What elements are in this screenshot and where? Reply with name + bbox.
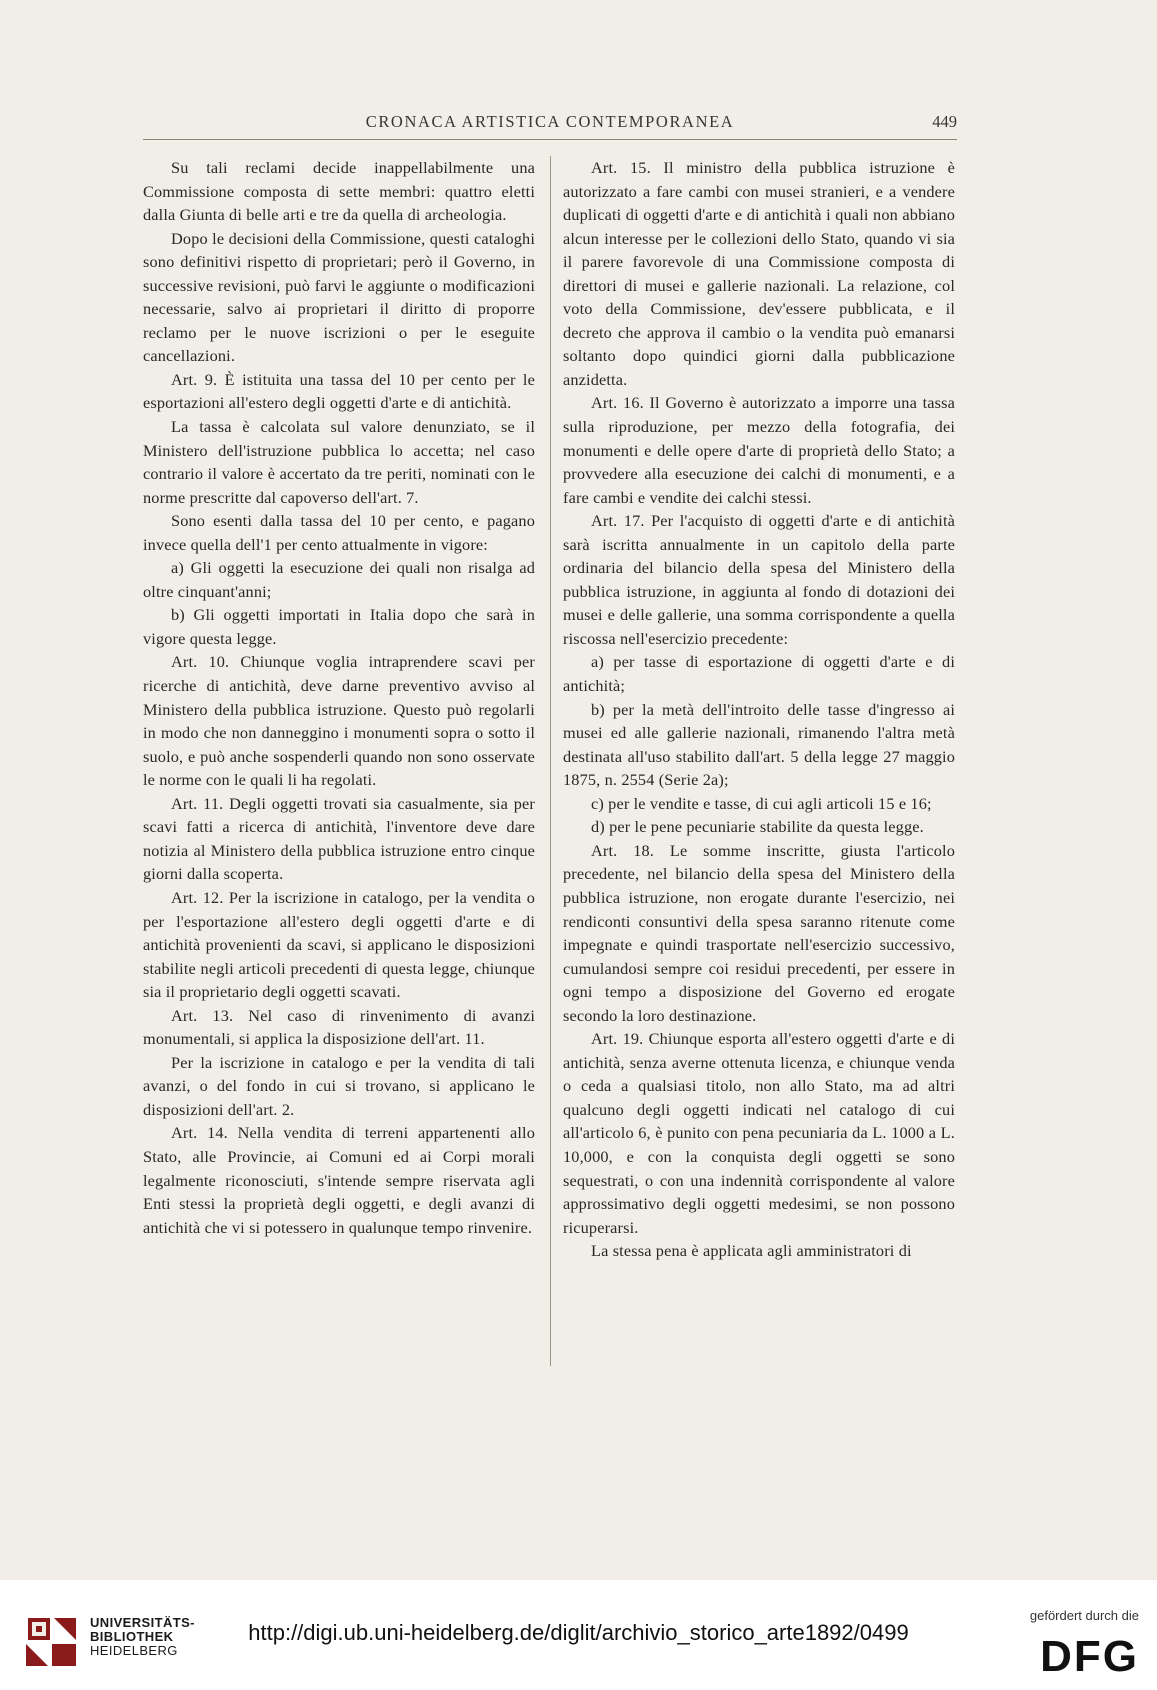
paragraph: La tassa è calcolata sul valore denunziato, se il Ministero dell'istruzione pubblica lo accetta; nel caso contrario il valore è accertato da tre periti, nominati con le norme prescritte dal capoverso dell'art. 7.: [143, 417, 535, 507]
library-line: HEIDELBERG: [90, 1643, 178, 1658]
paragraph: Sono esenti dalla tassa del 10 per cento, e pagano invece quella dell'1 per cento attualmente in vigore:: [143, 511, 535, 554]
paragraph: b) per la metà dell'introito delle tasse d'ingresso ai musei ed alle gallerie nazionali, rimanendo l'altra metà destinata all'uso stabilito dall'art. 5 della legge 27 maggio 1875, n. 2554 (Serie 2a);: [563, 699, 955, 790]
library-line: BIBLIOTHEK: [90, 1629, 174, 1644]
paragraph: Art. 16. Il Governo è autorizzato a imporre una tassa sulla riproduzione, per mezzo della fotografia, dei monumenti e delle opere d'arte di proprietà dello Stato; a provvedere alla esecuzione dei calchi di monumenti, e a fare cambi e vendite dei calchi stessi.: [563, 393, 955, 507]
paragraph: Art. 18. Le somme inscritte, giusta l'articolo precedente, nel bilancio della spesa del Ministero della pubblica istruzione, non erogate durante l'esercizio, nei rendiconti consuntivi della spesa saranno ritenute come impegnate e quindi trasportate nell'esercizio successivo, cumulandosi sempre coi residui precedenti, per essere in ogni tempo a disposizione del Governo ed erogate secondo la loro destinazione.: [563, 840, 955, 1025]
running-title: CRONACA ARTISTICA CONTEMPORANEA: [365, 112, 735, 131]
dfg-logo: DFG: [1040, 1632, 1139, 1681]
digitization-footer: [0, 1580, 1157, 1690]
running-header: [143, 108, 957, 138]
paragraph: La stessa pena è applicata agli amministratori di: [591, 1241, 912, 1261]
paragraph: a) per tasse di esportazione di oggetti d'arte e di antichità;: [563, 652, 955, 696]
paragraph: Art. 17. Per l'acquisto di oggetti d'arte e di antichità sarà iscritta annualmente in un capitolo della parte ordinaria del bilancio della spesa del Ministero della pubblica istruzione, in aggiunta al fondo di dotazioni dei musei e delle gallerie, una somma corrispondente a quella riscossa nell'esercizio precedente:: [563, 511, 955, 648]
paragraph: Art. 9. È istituita una tassa del 10 per cento per le esportazioni all'estero degli oggetti d'arte e di antichità.: [143, 369, 535, 413]
paragraph: Art. 19. Chiunque esporta all'estero oggetti d'arte e di antichità, senza averne ottenuta licenza, e chiunque venda o ceda a qualsiasi titolo, non allo Stato, ma ad altri qualcuno degli oggetti indicati nel catalogo di cui all'articolo 6, è punito con pena pecuniaria da L. 1000 a L. 10,000, e con la conquista degli oggetti se sono sequestrati, o con una indennità corrispondente al valore approssimativo degli oggetti medesimi, se non possono ricuperarsi.: [563, 1029, 955, 1237]
paragraph: Art. 14. Nella vendita di terreni appartenenti allo Stato, alle Provincie, ai Comuni ed ai Corpi morali legalmente riconosciuti, s'intende sempre riservata agli Enti stessi la proprietà degli oggetti, e degli avanzi di antichità che vi si potessero in qualunque tempo rinvenire.: [143, 1123, 535, 1237]
page-number: 449: [932, 112, 957, 131]
permalink-url[interactable]: http://digi.ub.uni-heidelberg.de/diglit/archivio_storico_arte1892/0499: [248, 1620, 909, 1645]
paragraph: b) Gli oggetti importati in Italia dopo che sarà in vigore questa legge.: [143, 605, 535, 648]
paragraph: Su tali reclami decide inappellabilmente una Commissione composta di sette membri: quattro eletti dalla Giunta di belle arti e tre da quella di archeologia.: [143, 158, 535, 225]
paragraph: Dopo le decisioni della Commissione, questi cataloghi sono definitivi rispetto di proprietari; però il Governo, in successive revisioni, può farvi le aggiunte o modificazioni necessarie, salvo ai proprietari il diritto di proporre reclamo per le nuove iscrizioni o per le eseguite cancellazioni.: [143, 228, 535, 366]
paragraph: c) per le vendite e tasse, di cui agli articoli 15 e 16;: [591, 793, 932, 813]
right-column: [563, 156, 955, 1263]
header-rule: [143, 139, 957, 140]
paragraph: a) Gli oggetti la esecuzione dei quali non risalga ad oltre cinquant'anni;: [143, 558, 535, 601]
paragraph: d) per le pene pecuniarie stabilite da questa legge.: [591, 817, 924, 837]
column-divider: [550, 156, 551, 1366]
paragraph: Art. 13. Nel caso di rinvenimento di avanzi monumentali, si applica la disposizione dell'art. 11.: [143, 1005, 535, 1049]
library-line: UNIVERSITÄTS-: [90, 1615, 195, 1630]
paragraph: Art. 12. Per la iscrizione in catalogo, per la vendita o per l'esportazione all'estero degli oggetti d'arte e di antichità provenienti da scavi, si applicano le disposizioni stabilite negli articoli precedenti di questa legge, chiunque sia il proprietario degli oggetti scavati.: [143, 887, 535, 1002]
funding-note: gefördert durch die: [1029, 1608, 1139, 1623]
left-column: [143, 156, 535, 1239]
paragraph: Art. 15. Il ministro della pubblica istruzione è autorizzato a fare cambi con musei stranieri, e a vendere duplicati di oggetti d'arte e di antichità i quali non abbiano alcun interesse per le collezioni dello Stato, quando vi sia il parere favorevole di una Commissione composta di direttori di musei e gallerie nazionali. La relazione, col voto della Commissione, dev'essere pubblicata, e il decreto che approva il cambio o la vendita può emanarsi soltanto dopo quindici giorni dalla pubblicazione anzidetta.: [563, 158, 955, 389]
paragraph: Per la iscrizione in catalogo e per la vendita di tali avanzi, o del fondo in cui si trovano, si applicano le disposizioni dell'art. 2.: [143, 1052, 535, 1119]
paragraph: Art. 11. Degli oggetti trovati sia casualmente, sia per scavi fatti a ricerca di antichità, l'inventore deve dare notizia al Ministero della pubblica istruzione entro cinque giorni dalla scoperta.: [143, 793, 535, 884]
paragraph: Art. 10. Chiunque voglia intraprendere scavi per ricerche di antichità, deve darne preventivo avviso al Ministero della pubblica istruzione. Questo può regolarli in modo che non danneggino i monumenti sopra o sotto il suolo, e può anche sospenderli quando non sono osservate le norme con le quali li ha regolati.: [143, 652, 535, 790]
